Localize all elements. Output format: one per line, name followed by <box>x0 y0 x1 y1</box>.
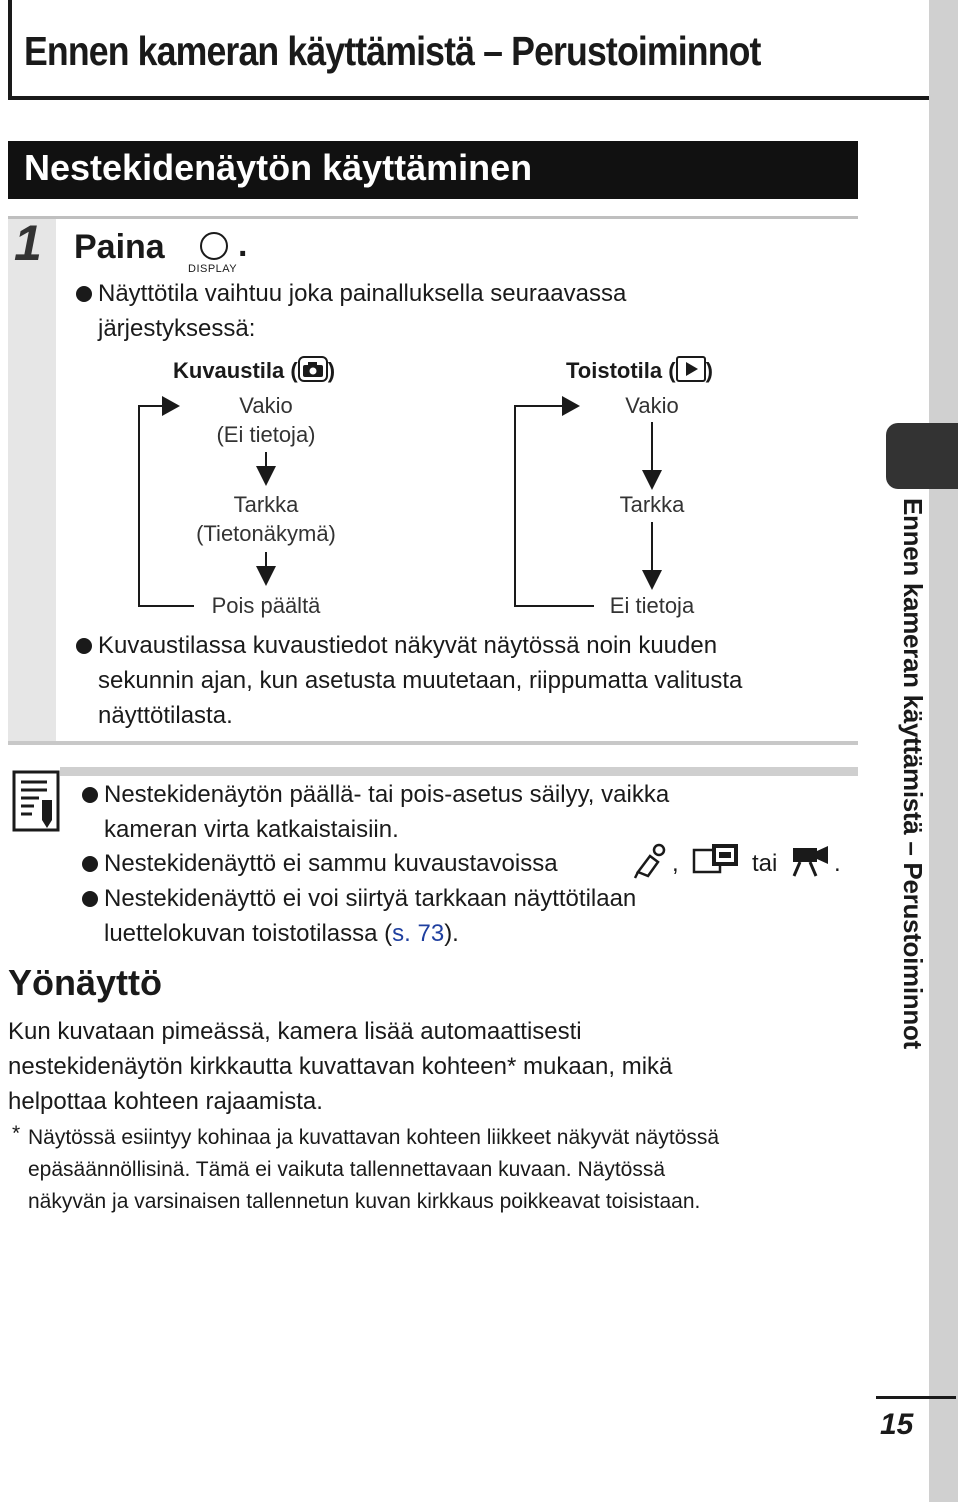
night-display-heading: Yönäyttö <box>8 962 163 1003</box>
step-instruction-period: . <box>238 226 248 264</box>
playback-loop-left-line <box>514 405 516 607</box>
bullet-dot <box>82 856 98 872</box>
bullet-dot <box>76 638 92 654</box>
playback-heading-close: ) <box>705 357 713 383</box>
note-bullet2-period: . <box>834 850 841 877</box>
playback-icon <box>676 356 706 388</box>
shooting-loop-left-line <box>138 405 140 607</box>
night-body-line1: Kun kuvataan pimeässä, kamera lisää automaattisesti <box>8 1018 582 1045</box>
playback-item-standard: Vakio <box>625 393 679 418</box>
bullet-dot <box>82 787 98 803</box>
bullet-dot <box>82 891 98 907</box>
shooting-item-detailed <box>166 490 366 548</box>
shooting-item-standard-line2: (Ei tietoja) <box>216 422 316 447</box>
footnote-line1: Näytössä esiintyy kohinaa ja kuvattavan kohteen liikkeet näkyvät näytössä <box>28 1126 720 1149</box>
section-title: Nestekidenäytön käyttäminen <box>24 147 533 188</box>
display-button-label: DISPLAY <box>188 263 238 275</box>
shooting-item-standard <box>166 391 366 449</box>
stitch-assist-mode-icon <box>692 842 742 881</box>
note-bullet3-line1: Nestekidenäyttö ei voi siirtyä tarkkaan näyttötilaan <box>104 885 637 912</box>
step-bullet2-line2: sekunnin ajan, kun asetusta muutetaan, riippumatta valitusta <box>98 667 743 694</box>
side-strip <box>929 0 958 1502</box>
playback-item-detailed: Tarkka <box>619 492 685 517</box>
step-bullet2-line3: näyttötilasta. <box>98 702 233 729</box>
flow-arrow-down <box>256 466 276 486</box>
shooting-mode-heading <box>173 356 335 388</box>
note-memo-icon <box>12 770 62 839</box>
shooting-item-detailed-line2: (Tietonäkymä) <box>196 521 336 546</box>
footnote-mark: * <box>12 1122 21 1145</box>
step-bottom-rule <box>8 741 858 745</box>
footnote-line3: näkyvän ja varsinaisen tallennetun kuvan kirkkaus poikkeavat toisistaan. <box>28 1190 701 1213</box>
bullet-dot <box>76 286 92 302</box>
page-number: 15 <box>880 1408 914 1441</box>
chapter-tab-marker <box>886 423 958 489</box>
shooting-item-off: Pois päältä <box>211 593 321 618</box>
step-number: 1 <box>14 215 42 271</box>
step-bullet1-line2: järjestyksessä: <box>98 315 256 342</box>
note-bullet1-line2: kameran virta katkaistaisiin. <box>104 816 399 843</box>
flow-arrow-down <box>256 566 276 586</box>
footnote-line2: epäsäännöllisinä. Tämä ei vaikuta tallennettavaan kuvaan. Näytössä <box>28 1158 666 1181</box>
shooting-item-standard-line1: Vakio <box>239 393 293 418</box>
footnote-text <box>28 1122 719 1218</box>
note-bullet3-end: ). <box>444 920 459 947</box>
playback-mode-heading <box>566 356 713 388</box>
note-bullet3-line2 <box>104 916 459 951</box>
movie-mode-icon <box>790 842 832 883</box>
page-number-rule <box>876 1396 956 1399</box>
shooting-item-detailed-line1: Tarkka <box>233 492 299 517</box>
shooting-heading-close: ) <box>327 357 336 383</box>
playback-heading-text: Toistotila ( <box>566 357 676 383</box>
page-header-title: Ennen kameran käyttämistä – Perustoiminnot <box>24 28 761 74</box>
step-bullet1-line1: Näyttötila vaihtuu joka painalluksella seuraavassa <box>98 280 627 307</box>
note-bullet3-text: luettelokuvan toistotilassa ( <box>104 920 393 947</box>
shooting-heading-text: Kuvaustila ( <box>173 357 298 383</box>
flow-arrow-down <box>642 470 662 490</box>
note-bullet2-or: tai <box>752 850 778 877</box>
note-top-bar <box>60 767 858 776</box>
flow-line <box>651 522 653 572</box>
flow-arrow-down <box>642 570 662 590</box>
note-bullet2-comma: , <box>672 850 679 877</box>
step-bullet2-line1: Kuvaustilassa kuvaustiedot näkyvät näytössä noin kuuden <box>98 632 718 659</box>
display-button-icon <box>200 232 228 260</box>
note-bullet1-line1: Nestekidenäytön päällä- tai pois-asetus säilyy, vaikka <box>104 781 670 808</box>
chapter-side-label: Ennen kameran käyttämistä – Perustoiminnot <box>898 498 928 1049</box>
kids-and-pets-mode-icon <box>632 842 670 885</box>
playback-item-no-info: Ei tietoja <box>609 593 695 618</box>
camera-icon <box>298 356 328 388</box>
note-bullet2-text: Nestekidenäyttö ei sammu kuvaustavoissa <box>104 850 558 877</box>
night-body-line3: helpottaa kohteen rajaamista. <box>8 1088 323 1115</box>
step-number-column <box>8 219 56 741</box>
night-body-line2: nestekidenäytön kirkkautta kuvattavan kohteen* mukaan, mikä <box>8 1053 673 1080</box>
page-reference-link[interactable]: s. 73 <box>392 920 445 947</box>
flow-line <box>651 422 653 472</box>
step-top-rule <box>8 216 858 219</box>
step-instruction: Paina <box>74 228 165 266</box>
